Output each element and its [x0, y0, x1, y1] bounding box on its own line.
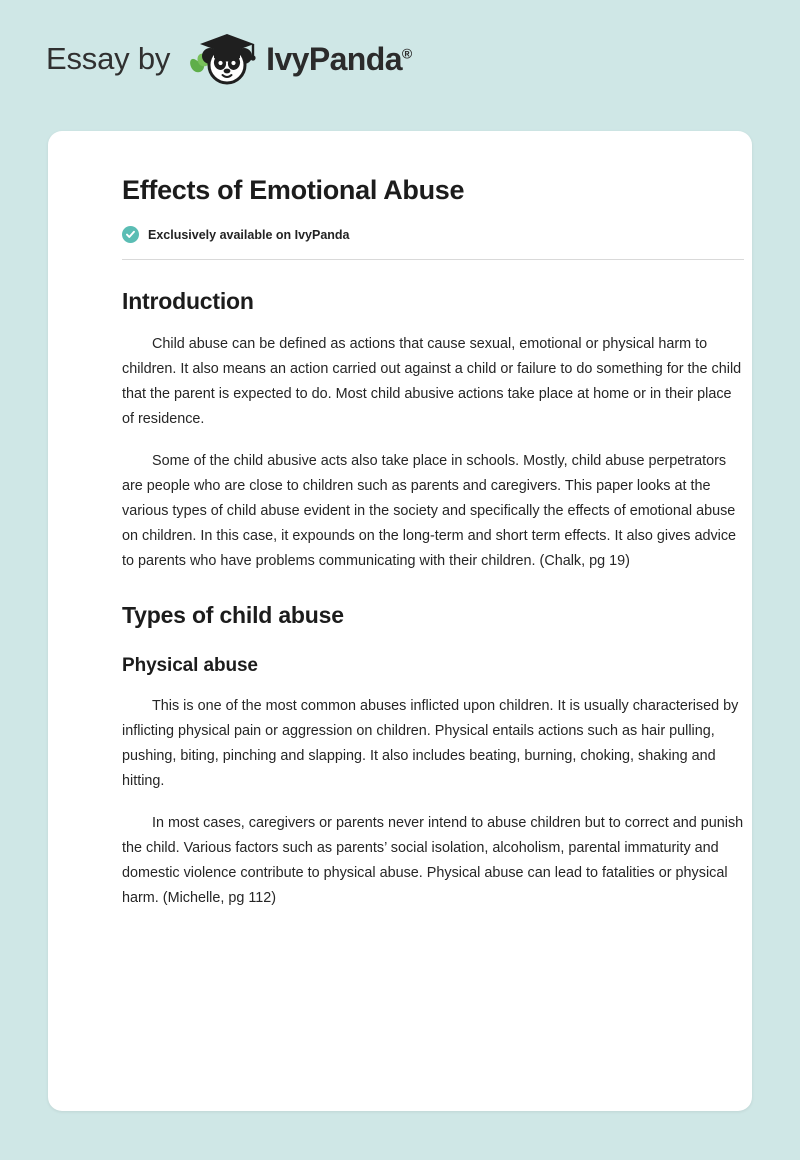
- section-heading-introduction: Introduction: [122, 288, 254, 314]
- registered-mark: ®: [401, 44, 412, 61]
- brand-name-text: IvyPanda: [266, 40, 402, 77]
- document-sheet: [48, 131, 752, 1111]
- page-title: Effects of Emotional Abuse: [122, 175, 465, 205]
- paragraph: In most cases, caregivers or parents never intend to abuse children but to correct and punish the child. Various factors such as parents’ social isolation, alcoholism, parental immaturity and domestic violence contribute to physical abuse. Physical abuse can lead to fatalities or physical harm. (Michelle, pg 112): [122, 815, 744, 906]
- section-heading-types-of-child-abuse: Types of child abuse: [122, 602, 344, 628]
- check-circle-icon: [122, 226, 139, 243]
- brand-header: [0, 0, 800, 84]
- subsection-heading-physical-abuse: Physical abuse: [122, 655, 258, 676]
- essay-by-label: Essay by: [46, 41, 171, 76]
- panda-graduate-icon: [184, 30, 270, 88]
- paragraph: This is one of the most common abuses inflicted upon children. It is usually characterised by inflicting physical pain or aggression on children. Physical entails actions such as hair pulling, pushing, biting, pinching and slapping. It also includes beating, burning, choking, shaking and hitting.: [122, 698, 739, 789]
- exclusive-badge: [122, 226, 722, 243]
- exclusive-badge-label: Exclusively available on IvyPanda: [148, 227, 350, 242]
- ivypanda-logo: [184, 30, 411, 88]
- paragraph: Child abuse can be defined as actions that cause sexual, emotional or physical harm to children. It also means an action carried out against a child or failure to do something for the child that the parent is expected to do. Most child abusive actions take place at home or in their place of residence.: [122, 336, 742, 427]
- title-divider: [122, 259, 744, 260]
- paragraph: Some of the child abusive acts also take place in schools. Mostly, child abuse perpetrators are people who are close to children such as parents and caregivers. This paper looks at the various types of child abuse evident in the society and specifically the effects of emotional abuse on children. In this case, it expounds on the long-term and short term effects. It also gives advice to parents who have problems communicating with their children. (Chalk, pg 19): [122, 453, 737, 569]
- brand-name: [266, 41, 411, 78]
- document-body: [122, 288, 746, 911]
